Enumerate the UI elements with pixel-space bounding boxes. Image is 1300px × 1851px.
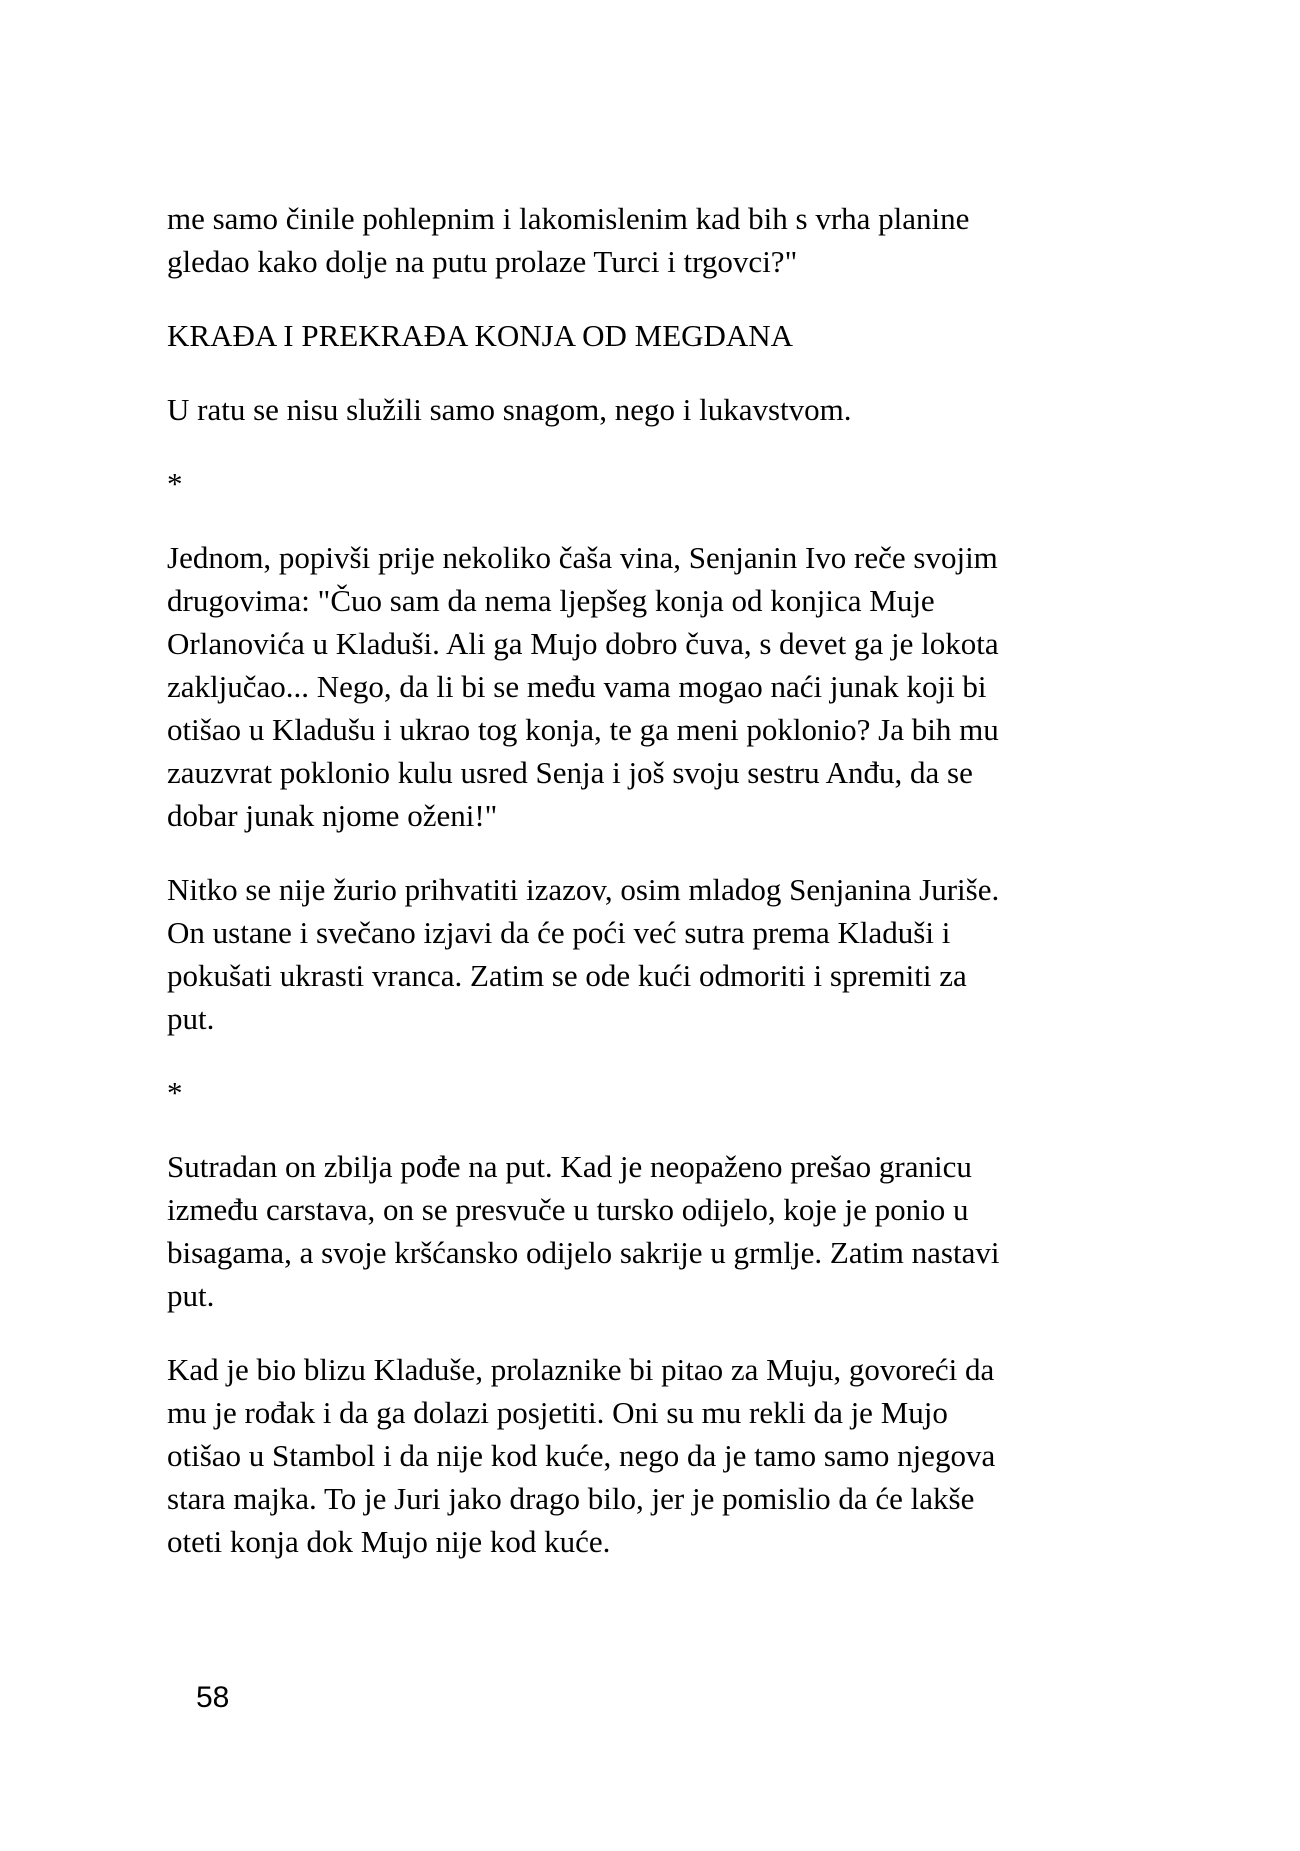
document-body [167, 197, 1182, 1594]
text-line: On ustane i svečano izjavi da će poći već sutra prema Kladuši i [167, 915, 951, 950]
text-line: zaključao... Nego, da li bi se među vama mogao naći junak koji bi [167, 669, 987, 704]
text-line: U ratu se nisu služili samo snagom, nego i lukavstvom. [167, 392, 852, 427]
text-line: Sutradan on zbilja pođe na put. Kad je neopaženo prešao granicu [167, 1149, 972, 1184]
paragraph [167, 388, 1182, 431]
text-line: dobar junak njome oženi!" [167, 798, 498, 833]
paragraph [167, 536, 1182, 837]
text-line: pokušati ukrasti vranca. Zatim se ode kući odmoriti i spremiti za [167, 958, 967, 993]
text-line: put. [167, 1278, 215, 1313]
text-line: * [167, 1075, 183, 1110]
text-line: gledao kako dolje na putu prolaze Turci i trgovci?" [167, 244, 798, 279]
text-line: drugovima: "Čuo sam da nema ljepšeg konja od konjica Muje [167, 583, 935, 618]
text-line: otišao u Stambol i da nije kod kuće, nego da je tamo samo njegova [167, 1438, 996, 1473]
text-line: bisagama, a svoje kršćansko odijelo sakrije u grmlje. Zatim nastavi [167, 1235, 1000, 1270]
paragraph [167, 1348, 1182, 1563]
text-line: otišao u Kladušu i ukrao tog konja, te ga meni poklonio? Ja bih mu [167, 712, 999, 747]
paragraph [167, 1145, 1182, 1317]
text-line: stara majka. To je Juri jako drago bilo, jer je pomislio da će lakše [167, 1481, 975, 1516]
text-line: Nitko se nije žurio prihvatiti izazov, osim mladog Senjanina Juriše. [167, 872, 1000, 907]
text-line: Jednom, popivši prije nekoliko čaša vina, Senjanin Ivo reče svojim [167, 540, 998, 575]
section-heading [167, 314, 1182, 357]
text-line: KRAĐA I PREKRAĐA KONJA OD MEGDANA [167, 318, 794, 353]
text-line: * [167, 466, 183, 501]
page-number: 58 [196, 1681, 230, 1714]
text-line: Kad je bio blizu Kladuše, prolaznike bi pitao za Muju, govoreći da [167, 1352, 995, 1387]
text-line: me samo činile pohlepnim i lakomislenim kad bih s vrha planine [167, 201, 970, 236]
text-line: između carstava, on se presvuče u tursko odijelo, koje je ponio u [167, 1192, 969, 1227]
text-line: mu je rođak i da ga dolazi posjetiti. Oni su mu rekli da je Mujo [167, 1395, 948, 1430]
text-line: Orlanovića u Kladuši. Ali ga Mujo dobro čuva, s devet ga je lokota [167, 626, 999, 661]
paragraph [167, 868, 1182, 1040]
paragraph [167, 197, 1182, 283]
section-separator [167, 462, 1182, 505]
text-line: oteti konja dok Mujo nije kod kuće. [167, 1524, 611, 1559]
text-line: zauzvrat poklonio kulu usred Senja i još svoju sestru Anđu, da se [167, 755, 973, 790]
text-line: put. [167, 1001, 215, 1036]
section-separator [167, 1071, 1182, 1114]
